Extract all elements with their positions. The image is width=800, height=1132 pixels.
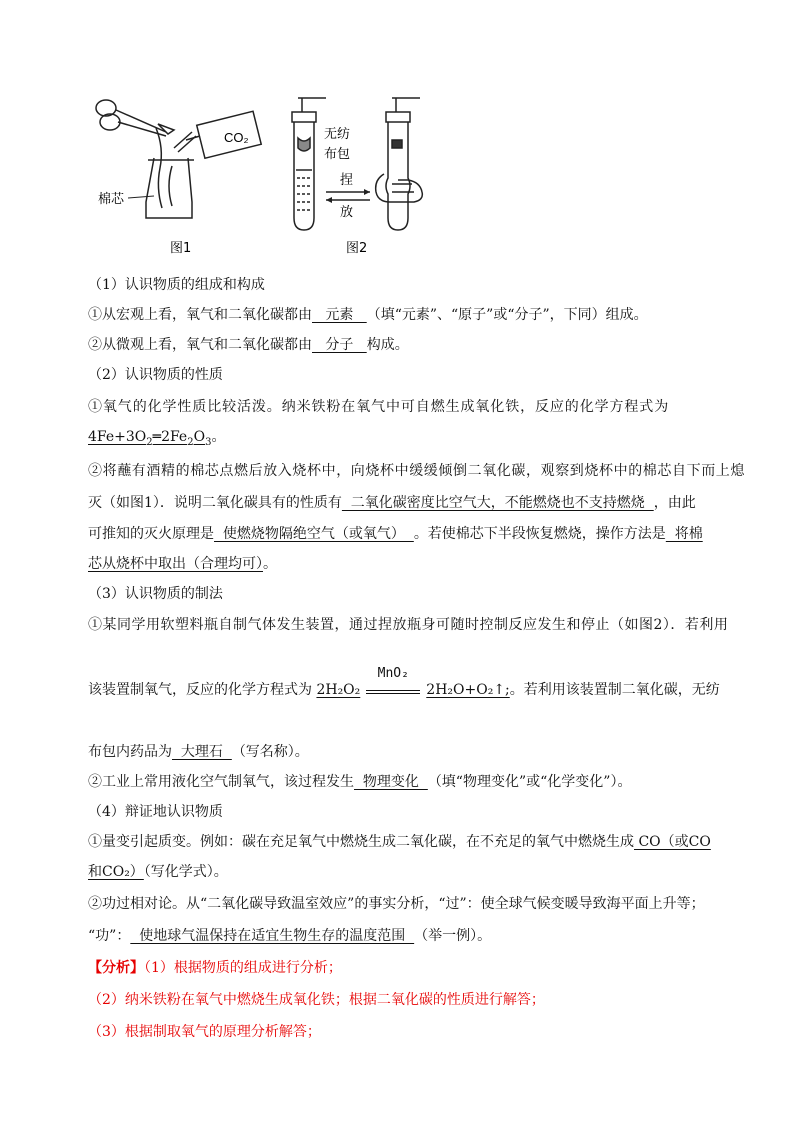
section-3-q1-line1: ①某同学用软塑料瓶自制气体发生装置，通过捏放瓶身可随时控制反应发生和停止（如图2）．若利用 <box>88 617 729 633</box>
q-text: ，由此 <box>653 495 696 511</box>
section-3-q1-line2 <box>88 666 730 702</box>
co2-label: CO₂ <box>224 130 249 145</box>
analysis-line-3: （3）根据制取氧气的原理分析解答； <box>88 1024 321 1040</box>
section-2-q2-line2 <box>88 491 730 515</box>
fig1-caption: 图1 <box>170 241 192 256</box>
analysis-label: 【分析】 <box>88 960 144 976</box>
analysis-line-1 <box>88 956 730 980</box>
section-1-title: （1）认识物质的组成和构成 <box>88 277 265 293</box>
catalyst-label: MnO₂ <box>377 666 409 681</box>
q-text: ②工业上常用液化空气制氧气，该过程发生 <box>88 774 354 790</box>
eq-part: ═2Fe <box>152 429 188 445</box>
release-label: 放 <box>340 205 354 220</box>
section-1-q2 <box>88 333 730 357</box>
fig2-caption: 图2 <box>346 241 368 256</box>
answer-equation: 2H₂O₂ <box>316 682 361 698</box>
bag-label-2: 布包 <box>324 147 351 162</box>
section-2-q2-line3 <box>88 522 730 546</box>
q-text: 灭（如图1）．说明二氧化碳具有的性质有 <box>88 495 342 511</box>
eq-sub: 3 <box>205 436 212 448</box>
answer: 和CO₂） <box>88 864 144 880</box>
section-2-q2-line1: ②将蘸有酒精的棉芯点燃后放入烧杯中，向烧杯中缓缓倾倒二氧化碳，观察到烧杯中的棉芯自下而上熄 <box>88 463 745 479</box>
answer: CO（或CO <box>634 834 711 850</box>
q-text: （写化学式）。 <box>143 864 228 880</box>
q-text: 构成。 <box>366 337 409 353</box>
eq-sub: 2 <box>146 436 153 448</box>
answer: 使燃烧物隔绝空气（或氧气） <box>214 526 414 542</box>
answer: 芯从烧杯中取出（合理均可） <box>88 556 263 572</box>
analysis-line-2: （2）纳米铁粉在氧气中燃烧生成氧化铁；根据二氧化碳的性质进行解答； <box>88 992 545 1008</box>
answer: 将棉 <box>665 526 703 542</box>
equation-bar <box>366 690 420 694</box>
answer: 使地球气温保持在适宜生物生存的温度范围 <box>130 928 415 944</box>
section-3-title: （3）认识物质的制法 <box>88 586 223 602</box>
answer-equation: 2H₂O+O₂↑; <box>426 682 510 698</box>
q-text: “功”： <box>88 928 131 944</box>
section-1-q1 <box>88 303 730 327</box>
q-text: （填“物理变化”或“化学变化”）。 <box>427 774 632 790</box>
eq-sub: 2 <box>187 436 194 448</box>
answer: 大理石 <box>172 744 232 760</box>
answer-equation <box>88 429 212 448</box>
q-text: ①从宏观上看，氧气和二氧化碳都由 <box>88 307 312 323</box>
section-4-title: （4）辩证地认识物质 <box>88 804 223 820</box>
section-3-q1-line3 <box>88 740 730 764</box>
q-text: 该装置制氧气，反应的化学方程式为 <box>88 682 312 698</box>
section-2-q2-line4 <box>88 552 730 576</box>
section-4-q2-line2 <box>88 924 730 948</box>
q-text: （写名称）。 <box>231 744 309 760</box>
figure-2-tube-left <box>292 98 326 230</box>
q-text: ①量变引起质变。例如：碳在充足氧气中燃烧生成二氧化碳，在不充足的氧气中燃烧生成 <box>88 834 634 850</box>
section-4-q2-line1: ②功过相对论。从“二氧化碳导致温室效应”的事实分析，“过”：使全球气候变暖导致海平面上升等； <box>88 896 705 912</box>
section-2-q1-equation <box>88 425 730 455</box>
section-4-q1-line1 <box>88 830 730 854</box>
q-text: （举一例）。 <box>414 928 492 944</box>
figure-2-tube-right <box>376 98 423 230</box>
section-4-q1-line2 <box>88 860 730 884</box>
section-3-q2 <box>88 770 730 794</box>
q-text: （填“元素”、“原子”或“分子”，下同）组成。 <box>366 307 648 323</box>
bag-label-1: 无纺 <box>324 127 351 142</box>
q-text: 。若使棉芯下半段恢复燃烧，操作方法是 <box>413 526 666 542</box>
catalyst-condition <box>366 666 420 694</box>
q-text: 。若利用该装置制二氧化碳，无纺 <box>509 682 720 698</box>
eq-part: 4Fe+3O <box>88 429 147 445</box>
answer: 物理变化 <box>354 774 428 790</box>
answer: 分子 <box>312 337 367 353</box>
cotton-label: 棉芯 <box>98 192 125 207</box>
experiment-figure <box>88 88 448 268</box>
q-text: ②从微观上看，氧气和二氧化碳都由 <box>88 337 312 353</box>
analysis-text: （1）根据物质的组成进行分析； <box>144 960 342 976</box>
q-text: 布包内药品为 <box>88 744 172 760</box>
squeeze-label: 捏 <box>340 173 354 188</box>
q-text: 可推知的灭火原理是 <box>88 526 214 542</box>
answer: 元素 <box>312 307 367 323</box>
q-text: 。 <box>263 556 277 572</box>
section-2-q1: ①氧气的化学性质比较活泼。纳米铁粉在氧气中可自燃生成氧化铁，反应的化学方程式为 <box>88 399 670 415</box>
q-text: 。 <box>211 429 226 445</box>
eq-part: O <box>193 429 206 445</box>
answer: 二氧化碳密度比空气大，不能燃烧也不支持燃烧 <box>341 495 654 511</box>
section-2-title: （2）认识物质的性质 <box>88 367 223 383</box>
